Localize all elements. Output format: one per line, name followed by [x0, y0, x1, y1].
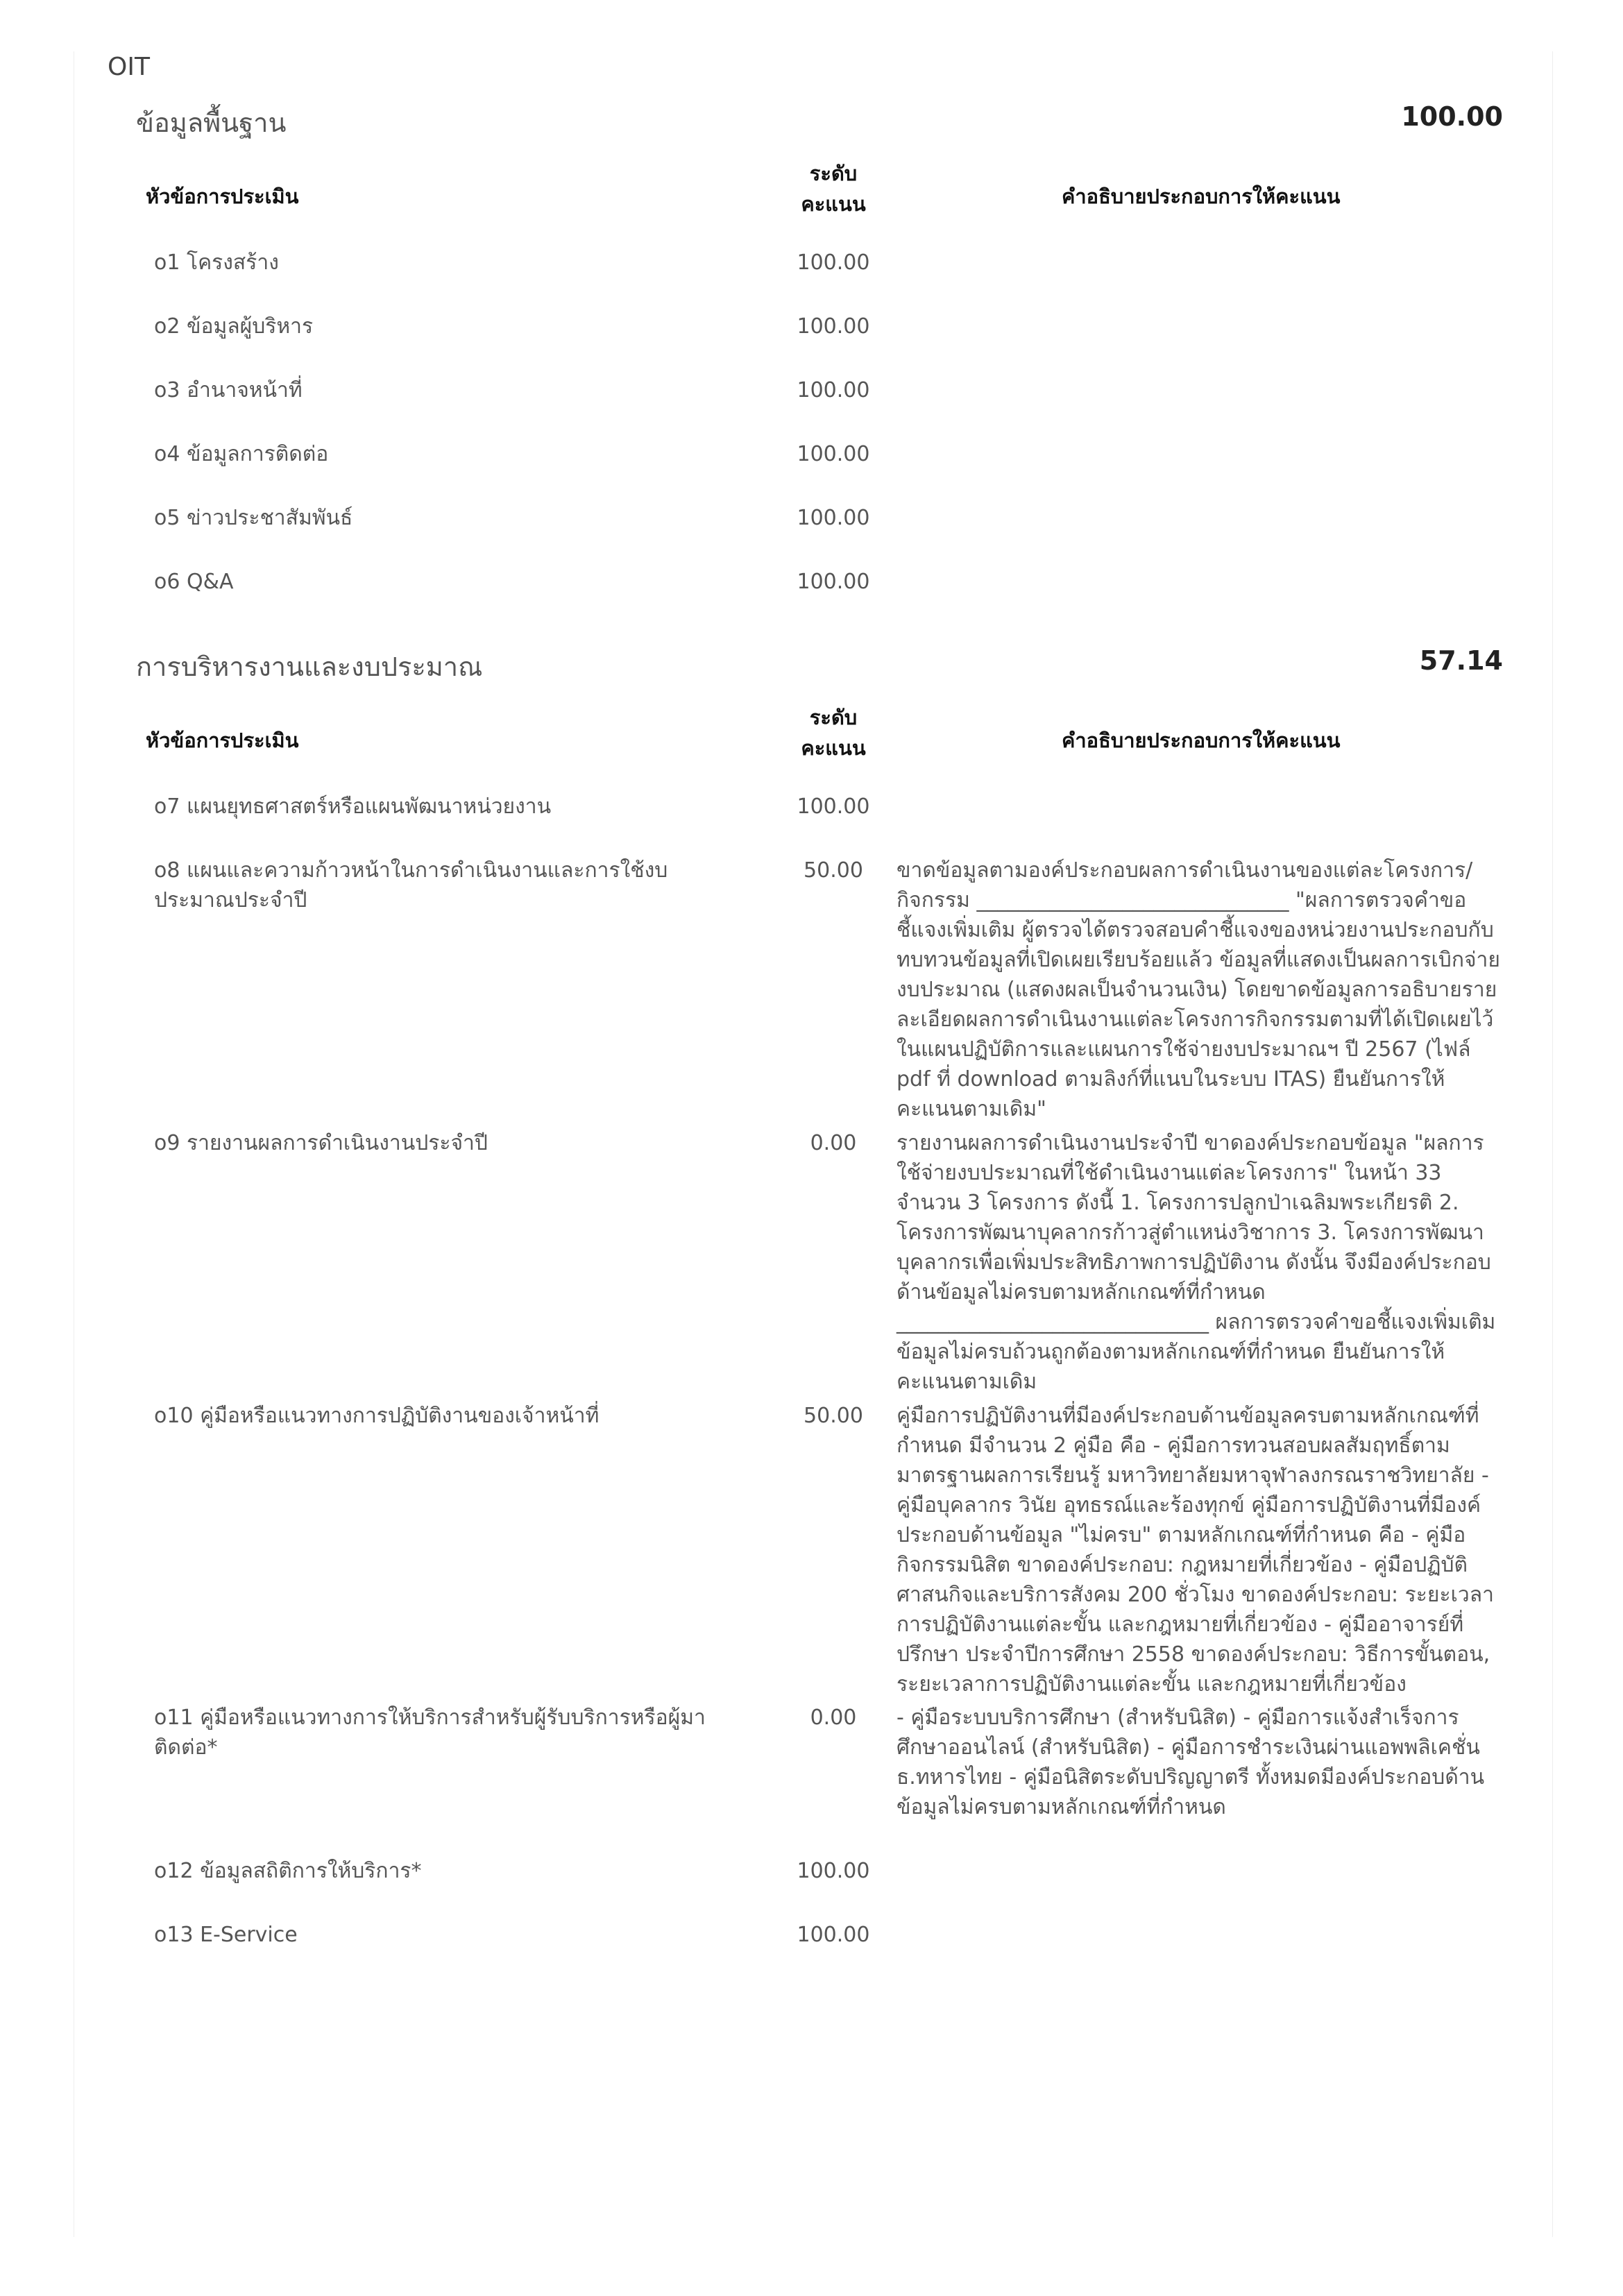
row-topic: o1 โครงสร้าง: [154, 250, 279, 275]
row-score: 0.00: [810, 1131, 857, 1155]
row-score: 100.00: [797, 506, 870, 530]
row-score: 100.00: [797, 250, 870, 275]
row-topic: o7 แผนยุทธศาสตร์หรือแผนพัฒนาหน่วยงาน: [154, 794, 552, 819]
table-header: [136, 153, 1503, 229]
row-desc: - คู่มือระบบบริการศึกษา (สำหรับนิสิต) - คู่มือการแจ้งสำเร็จการศึกษาออนไลน์ (สำหรับนิสิต) - คู่มือการชำระเงินผ่านแอพพลิเคชั่น ธ.ทหารไทย - คู่มือนิสิตระดับปริญญาตรี ทั้งหมดมีองค์ประกอบด้านข้อมูลไม่ครบตามหลักเกณฑ์ที่กำหนด: [897, 1706, 1485, 1819]
row-topic: o11 คู่มือหรือแนวทางการให้บริการสำหรับผู้รับบริการหรือผู้มาติดต่อ*: [154, 1706, 706, 1760]
row-score: 50.00: [804, 1404, 863, 1428]
row-topic: o12 ข้อมูลสถิติการให้บริการ*: [154, 1859, 422, 1883]
row-score: 100.00: [797, 378, 870, 402]
section-header: [136, 101, 1503, 143]
header-level: [781, 702, 885, 763]
row-score: 100.00: [797, 1859, 870, 1883]
header-desc: คำอธิบายประกอบการให้คะแนน: [1062, 729, 1341, 752]
table-header: [136, 697, 1503, 773]
row-score: 100.00: [797, 314, 870, 339]
row-desc: รายงานผลการดำเนินงานประจำปี ขาดองค์ประกอบข้อมูล "ผลการใช้จ่ายงบประมาณที่ใช้ดำเนินงานแต่ละโครงการ" ในหน้า 33 จำนวน 3 โครงการ ดังนี้ 1. โครงการปลูกป่าเฉลิมพระเกียรติ 2. โครงการพัฒนาบุคลากรก้าวสู่ตำแหน่งวิชาการ 3. โครงการพัฒนาบุคลากรเพื่อเพิ่มประสิทธิภาพการปฏิบัติงาน ดังนั้น จึงมีองค์ประกอบด้านข้อมูลไม่ครบตามหลักเกณฑ์ที่กำหนด ______________________________ ผลการตรวจคำขอชี้แจงเพิ่มเติม ข้อมูลไม่ครบถ้วนถูกต้องตามหลักเกณฑ์ที่กำหนด ยืนยันการให้คะแนนตามเดิม: [897, 1131, 1496, 1394]
section-title: ข้อมูลพื้นฐาน: [136, 108, 287, 138]
row-topic: o5 ข่าวประชาสัมพันธ์: [154, 506, 353, 530]
section-basic-info: [136, 101, 1503, 594]
brand-label: OIT: [108, 53, 150, 81]
row-topic: o9 รายงานผลการดำเนินงานประจำปี: [154, 1131, 488, 1155]
section-admin-budget: [136, 645, 1503, 1947]
header-level: [781, 158, 885, 219]
row-topic: o6 Q&A: [154, 570, 234, 594]
row-score: 50.00: [804, 858, 863, 883]
row-score: 100.00: [797, 1923, 870, 1947]
row-score: 100.00: [797, 442, 870, 466]
header-level-line2: คะแนน: [801, 736, 866, 760]
row-topic: o10 คู่มือหรือแนวทางการปฏิบัติงานของเจ้าหน้าที่: [154, 1404, 600, 1428]
header-level-line1: ระดับ: [809, 162, 858, 185]
header-level-line2: คะแนน: [801, 192, 866, 216]
header-topic: หัวข้อการประเมิน: [146, 185, 299, 208]
row-topic: o3 อำนาจหน้าที่: [154, 378, 303, 402]
header-level-line1: ระดับ: [809, 706, 858, 729]
header-desc: คำอธิบายประกอบการให้คะแนน: [1062, 185, 1341, 208]
row-score: 100.00: [797, 570, 870, 594]
section-title: การบริหารงานและงบประมาณ: [136, 652, 483, 682]
row-topic: o2 ข้อมูลผู้บริหาร: [154, 314, 314, 339]
section-header: [136, 645, 1503, 687]
row-score: 0.00: [810, 1706, 857, 1730]
row-topic: o8 แผนและความก้าวหน้าในการดำเนินงานและการใช้งบประมาณประจำปี: [154, 858, 668, 912]
section-score: 100.00: [1401, 101, 1503, 132]
row-topic: o13 E-Service: [154, 1923, 298, 1947]
header-topic: หัวข้อการประเมิน: [146, 729, 299, 752]
row-desc: คู่มือการปฏิบัติงานที่มีองค์ประกอบด้านข้อมูลครบตามหลักเกณฑ์ที่กำหนด มีจำนวน 2 คู่มือ คือ - คู่มือการทวนสอบผลสัมฤทธิ์ตามมาตรฐานผลการเรียนรู้ มหาวิทยาลัยมหาจุฬาลงกรณราชวิทยาลัย - คู่มือบุคลากร วินัย อุทธรณ์และร้องทุกข์ คู่มือการปฏิบัติงานที่มีองค์ประกอบด้านข้อมูล "ไม่ครบ" ตามหลักเกณฑ์ที่กำหนด คือ - คู่มือกิจกรรมนิสิต ขาดองค์ประกอบ: กฎหมายที่เกี่ยวข้อง - คู่มือปฏิบัติศาสนกิจและบริการสังคม 200 ชั่วโมง ขาดองค์ประกอบ: ระยะเวลาการปฏิบัติงานแต่ละขั้น และกฎหมายที่เกี่ยวข้อง - คู่มืออาจารย์ที่ปรึกษา ประจำปีการศึกษา 2558 ขาดองค์ประกอบ: วิธีการขั้นตอน, ระยะเวลาการปฏิบัติงานแต่ละขั้น และกฎหมายที่เกี่ยวข้อง: [897, 1404, 1494, 1697]
row-desc: ขาดข้อมูลตามองค์ประกอบผลการดำเนินงานของแต่ละโครงการ/กิจกรรม ______________________________ "ผลการตรวจคำขอชี้แจงเพิ่มเติม ผู้ตรวจได้ตรวจสอบคำชี้แจงของหน่วยงานประกอบกับทบทวนข้อมูลที่เปิดเผยเรียบร้อยแล้ว ข้อมูลที่แสดงเป็นผลการเบิกจ่ายงบประมาณ (แสดงผลเป็นจำนวนเงิน) โดยขาดข้อมูลการอธิบายรายละเอียดผลการดำเนินงานแต่ละโครงการกิจกรรมตามที่ได้เปิดเผยไว้ในแผนปฏิบัติการและแผนการใช้จ่ายงบประมาณฯ ปี 2567 (ไฟล์ pdf ที่ download ตามลิงก์ที่แนบในระบบ ITAS) ยืนยันการให้คะแนนตามเดิม": [897, 858, 1500, 1121]
row-topic: o4 ข้อมูลการติดต่อ: [154, 442, 329, 466]
section-score: 57.14: [1419, 645, 1503, 676]
row-score: 100.00: [797, 794, 870, 819]
